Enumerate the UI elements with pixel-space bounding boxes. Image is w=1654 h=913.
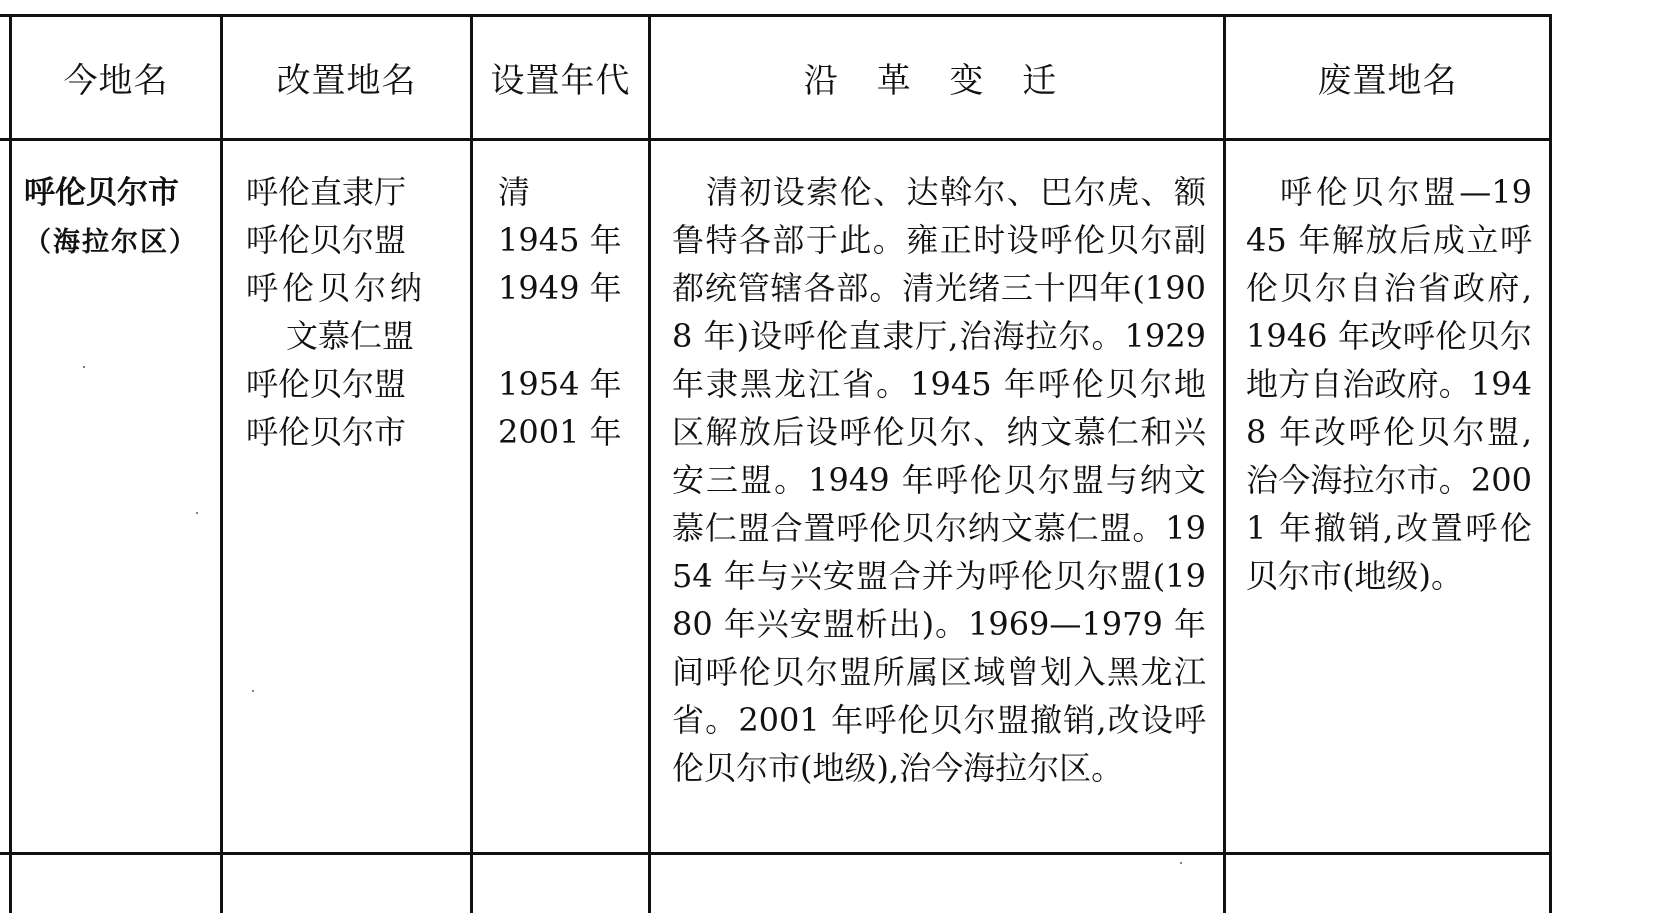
renamed-name-item: 呼伦贝尔盟 [246, 221, 407, 259]
current-name-cell [24, 168, 220, 268]
column-divider-4 [1223, 14, 1226, 913]
header-current-name-text: 今地名 [63, 61, 169, 101]
year-item: 2001 年 [498, 413, 622, 451]
header-bottom-border [0, 138, 1552, 141]
year-item: 1949 年 [498, 269, 622, 307]
current-name-sub: （海拉尔区） [24, 227, 198, 258]
header-current-name [12, 17, 220, 138]
history-text: 清初设索伦、达斡尔、巴尔虎、额鲁特各部于此。雍正时设呼伦贝尔副都统管辖各部。清光绪三十四年(1908 年)设呼伦直隶厅,治海拉尔。1929 年隶黑龙江省。1945 年呼伦贝尔地区解放后设呼伦贝尔、纳文慕仁和兴安三盟。1949 年呼伦贝尔盟与纳文慕仁盟合置呼伦贝尔纳文慕仁盟。1954 年与兴安盟合并为呼伦贝尔盟(1980 年兴安盟析出)。1969—1979 年间呼伦贝尔盟所属区域曾划入黑龙江省。2001 年呼伦贝尔盟撤销,改设呼伦贝尔市(地级),治今海拉尔区。 [672, 173, 1206, 787]
column-divider-3 [648, 14, 651, 913]
header-established [473, 17, 648, 138]
renamed-name-item: 呼伦贝尔盟 [246, 365, 407, 403]
year-item: 清 [498, 173, 531, 211]
year-item [498, 312, 648, 360]
header-abolished-name [1226, 17, 1549, 138]
table-left-border [9, 14, 12, 913]
renamed-name-item: 呼伦贝尔纳 [246, 269, 427, 307]
column-divider-2 [470, 14, 473, 913]
header-renamed-name [223, 17, 470, 138]
header-abolished-name-text: 废置地名 [1317, 61, 1458, 101]
header-history [651, 17, 1223, 138]
header-history-text: 沿 革 变 迁 [803, 61, 1071, 101]
column-divider-1 [220, 14, 223, 913]
abolished-cell [1246, 168, 1532, 600]
history-cell [672, 168, 1206, 792]
renamed-name-item: 文慕仁盟 [286, 317, 415, 355]
renamed-name-item: 呼伦直隶厅 [246, 173, 407, 211]
scan-speck [196, 512, 198, 514]
table-right-border [1549, 14, 1552, 913]
renamed-name-item: 呼伦贝尔市 [246, 413, 407, 451]
renamed-names-cell [246, 168, 470, 456]
header-renamed-name-text: 改置地名 [276, 61, 417, 101]
header-established-text: 设置年代 [490, 61, 631, 101]
abolished-text: 呼伦贝尔盟—1945 年解放后成立呼伦贝尔自治省政府,1946 年改呼伦贝尔地方自治政府。1948 年改呼伦贝尔盟,治今海拉尔市。2001 年撤销,改置呼伦贝尔市(地级)。 [1246, 173, 1532, 595]
year-item: 1945 年 [498, 221, 622, 259]
current-name-main: 呼伦贝尔市 [24, 175, 179, 211]
scan-speck [83, 366, 85, 368]
row-bottom-border [0, 852, 1552, 855]
scan-speck [252, 690, 254, 692]
scan-speck [1180, 862, 1182, 864]
years-cell [498, 168, 648, 456]
year-item: 1954 年 [498, 365, 622, 403]
